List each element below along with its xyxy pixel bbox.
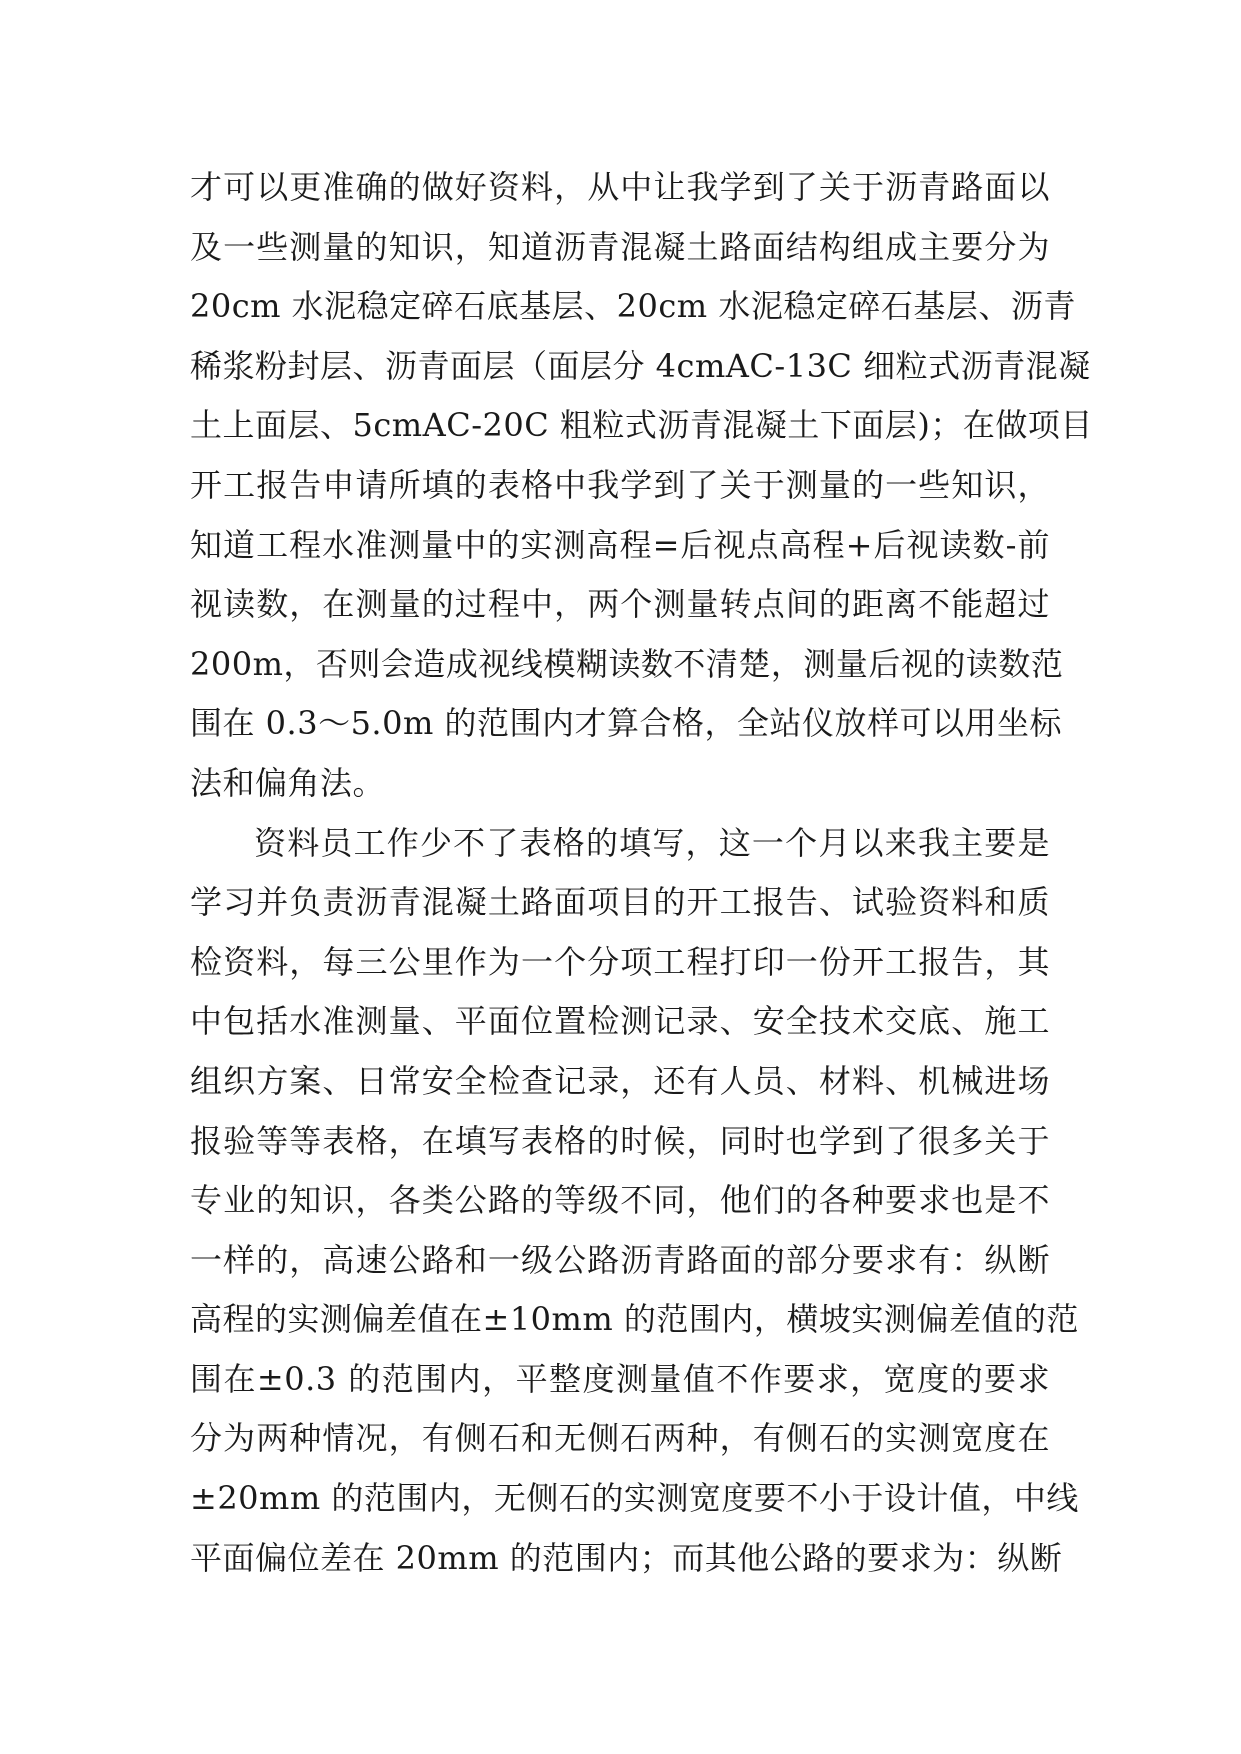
text-line: 土上面层、5cmAC-20C 粗粒式沥青混凝土下面层)；在做项目: [190, 406, 1093, 445]
text-line: 专业的知识，各类公路的等级不同，他们的各种要求也是不: [190, 1181, 1050, 1220]
text-line: 围在 0.3～5.0m 的范围内才算合格，全站仪放样可以用坐标: [190, 704, 1062, 743]
text-line: 分为两种情况，有侧石和无侧石两种，有侧石的实测宽度在: [190, 1419, 1050, 1458]
text-line: 200m，否则会造成视线模糊读数不清楚，测量后视的读数范: [190, 644, 1064, 683]
text-line: 知道工程水准测量中的实测高程=后视点高程+后视读数-前: [190, 525, 1050, 564]
text-line: 才可以更准确的做好资料，从中让我学到了关于沥青路面以: [190, 168, 1050, 206]
text-line: 资料员工作少不了表格的填写，这一个月以来我主要是: [254, 823, 1050, 862]
text-line: 一样的，高速公路和一级公路沥青路面的部分要求有：纵断: [190, 1240, 1050, 1279]
text-line: 围在±0.3 的范围内，平整度测量值不作要求，宽度的要求: [190, 1359, 1050, 1398]
text-line: 报验等等表格，在填写表格的时候，同时也学到了很多关于: [190, 1121, 1050, 1160]
text-line: 高程的实测偏差值在±10mm 的范围内，横坡实测偏差值的范: [190, 1300, 1079, 1339]
text-line: 学习并负责沥青混凝土路面项目的开工报告、试验资料和质: [190, 883, 1050, 922]
body-text: [190, 158, 1093, 1588]
text-line: 中包括水准测量、平面位置检测记录、安全技术交底、施工: [190, 1002, 1050, 1041]
text-line: 法和偏角法。: [190, 763, 386, 802]
text-line: 及一些测量的知识，知道沥青混凝土路面结构组成主要分为: [190, 227, 1050, 266]
text-line: 组织方案、日常安全检查记录，还有人员、材料、机械进场: [190, 1061, 1050, 1100]
text-line: 开工报告申请所填的表格中我学到了关于测量的一些知识，: [190, 465, 1050, 504]
text-line: 平面偏位差在 20mm 的范围内；而其他公路的要求为：纵断: [190, 1538, 1063, 1577]
text-line: 视读数，在测量的过程中，两个测量转点间的距离不能超过: [190, 585, 1050, 624]
text-line: 20cm 水泥稳定碎石底基层、20cm 水泥稳定碎石基层、沥青: [190, 287, 1076, 326]
text-line: ±20mm 的范围内，无侧石的实测宽度要不小于设计值，中线: [190, 1479, 1079, 1518]
paragraph-1: [190, 158, 1093, 814]
paragraph-2: [190, 814, 1079, 1589]
text-line: 稀浆粉封层、沥青面层（面层分 4cmAC-13C 细粒式沥青混凝: [190, 346, 1091, 385]
text-line: 检资料，每三公里作为一个分项工程打印一份开工报告，其: [190, 942, 1050, 981]
